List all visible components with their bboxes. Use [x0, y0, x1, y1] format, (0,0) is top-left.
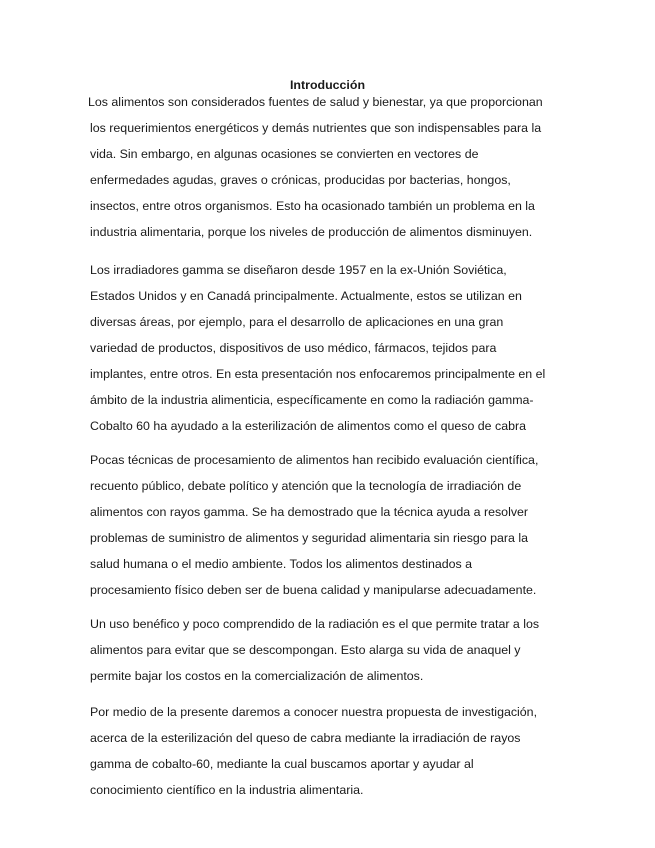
paragraph-line: ámbito de la industria alimenticia, específicamente en como la radiación gamma- — [90, 393, 534, 407]
paragraph-line: alimentos para evitar que se descompongan. Esto alarga su vida de anaquel y — [90, 643, 521, 657]
paragraph-line: Un uso benéfico y poco comprendido de la radiación es el que permite tratar a los — [90, 617, 540, 631]
document-title: Introducción — [289, 78, 366, 92]
paragraph-line: insectos, entre otros organismos. Esto ha ocasionado también un problema en la — [90, 199, 535, 213]
paragraph-line: Los irradiadores gamma se diseñaron desde 1957 en la ex-Unión Soviética, — [90, 263, 507, 277]
paragraph-line: Por medio de la presente daremos a conocer nuestra propuesta de investigación, — [90, 705, 538, 719]
paragraph-line: recuento público, debate político y atención que la tecnología de irradiación de — [90, 479, 522, 493]
paragraph-line: procesamiento físico deben ser de buena calidad y manipularse adecuadamente. — [90, 583, 537, 597]
paragraph-line: vida. Sin embargo, en algunas ocasiones se convierten en vectores de — [90, 147, 479, 161]
paragraph-line: los requerimientos energéticos y demás nutrientes que son indispensables para la — [90, 121, 542, 135]
paragraph-line: Los alimentos son considerados fuentes de salud y bienestar, ya que proporcionan — [88, 95, 543, 109]
paragraph-line: diversas áreas, por ejemplo, para el desarrollo de aplicaciones en una gran — [90, 315, 504, 329]
paragraph-line: implantes, entre otros. En esta presentación nos enfocaremos principalmente en el — [90, 367, 546, 381]
paragraph-line: enfermedades agudas, graves o crónicas, producidas por bacterias, hongos, — [90, 173, 511, 187]
paragraph-line: salud humana o el medio ambiente. Todos los alimentos destinados a — [90, 557, 473, 571]
paragraph-line: permite bajar los costos en la comercialización de alimentos. — [90, 669, 424, 683]
paragraph-line: variedad de productos, dispositivos de uso médico, fármacos, tejidos para — [90, 341, 497, 355]
paragraph-line: Estados Unidos y en Canadá principalmente. Actualmente, estos se utilizan en — [90, 289, 522, 303]
paragraph-line: gamma de cobalto-60, mediante la cual buscamos aportar y ayudar al — [90, 757, 474, 771]
paragraph-line: acerca de la esterilización del queso de cabra mediante la irradiación de rayos — [90, 731, 521, 745]
paragraph-line: industria alimentaria, porque los niveles de producción de alimentos disminuyen. — [90, 225, 533, 239]
paragraph-line: problemas de suministro de alimentos y seguridad alimentaria sin riesgo para la — [90, 531, 529, 545]
paragraph-line: Cobalto 60 ha ayudado a la esterilización de alimentos como el queso de cabra — [90, 419, 527, 433]
paragraph-line: alimentos con rayos gamma. Se ha demostrado que la técnica ayuda a resolver — [90, 505, 529, 519]
paragraph-line: Pocas técnicas de procesamiento de alimentos han recibido evaluación científica, — [90, 453, 539, 467]
paragraph-line: conocimiento científico en la industria alimentaria. — [90, 783, 364, 797]
